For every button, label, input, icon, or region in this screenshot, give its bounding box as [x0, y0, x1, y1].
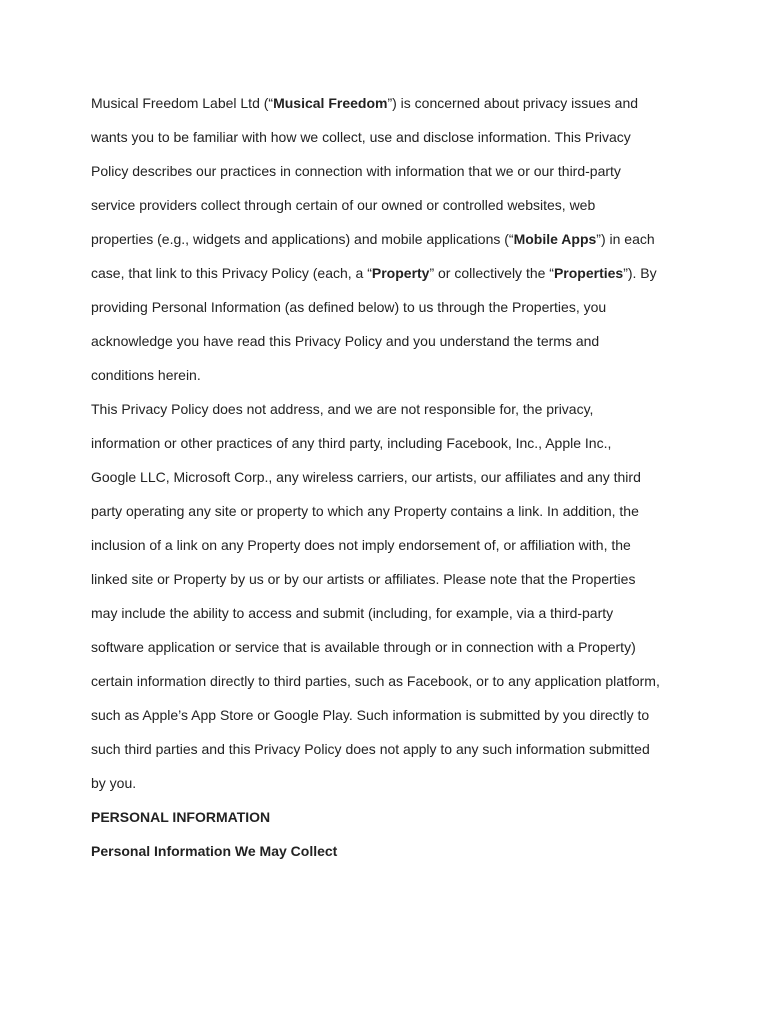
paragraph-third-party-line: such as Apple’s App Store or Google Play. Such information is submitted by you directly to [91, 707, 650, 723]
bold-term-mobile-apps: Mobile Apps [513, 231, 597, 247]
paragraph-intro-line [91, 222, 691, 256]
paragraph-third-party-line: such third parties and this Privacy Policy does not apply to any such information submitted [91, 741, 650, 757]
text-run: ” or collectively the “ [429, 265, 554, 281]
text-run: ”) is concerned about privacy issues and [387, 95, 639, 111]
paragraph-third-party-line: certain information directly to third parties, such as Facebook, or to any application platform, [91, 673, 660, 689]
paragraph-third-party-line: by you. [91, 775, 137, 791]
text-run: ”) in each [596, 231, 655, 247]
paragraph-intro-line: conditions herein. [91, 367, 201, 383]
text-run: properties (e.g., widgets and applications) and mobile applications (“ [91, 231, 514, 247]
bold-term-musical-freedom: Musical Freedom [273, 95, 388, 111]
section-heading-personal-information: PERSONAL INFORMATION [91, 809, 271, 825]
paragraph-third-party-line: inclusion of a link on any Property does not imply endorsement of, or affiliation with, the [91, 537, 631, 553]
text-run: case, that link to this Privacy Policy (each, a “ [91, 265, 372, 281]
paragraph-intro-line [91, 86, 691, 120]
paragraph-third-party-line: information or other practices of any third party, including Facebook, Inc., Apple Inc., [91, 435, 612, 451]
document-body [91, 86, 691, 868]
paragraph-third-party-line: linked site or Property by us or by our artists or affiliates. Please note that the Properties [91, 571, 636, 587]
bold-term-property: Property [371, 265, 430, 281]
paragraph-intro-line: providing Personal Information (as defined below) to us through the Properties, you [91, 299, 607, 315]
paragraph-intro-line: service providers collect through certain of our owned or controlled websites, web [91, 197, 596, 213]
paragraph-intro-line: acknowledge you have read this Privacy Policy and you understand the terms and [91, 333, 600, 349]
paragraph-third-party-line: software application or service that is available through or in connection with a Property) [91, 639, 636, 655]
paragraph-intro-line [91, 256, 691, 290]
text-run: ”). By [623, 265, 657, 281]
paragraph-third-party-line: This Privacy Policy does not address, and we are not responsible for, the privacy, [91, 401, 594, 417]
paragraph-third-party-line: party operating any site or property to which any Property contains a link. In addition, the [91, 503, 639, 519]
paragraph-intro-line: wants you to be familiar with how we collect, use and disclose information. This Privacy [91, 129, 631, 145]
paragraph-third-party-line: Google LLC, Microsoft Corp., any wireless carriers, our artists, our affiliates and any third [91, 469, 641, 485]
paragraph-intro-line: Policy describes our practices in connection with information that we or our third-party [91, 163, 621, 179]
text-run: Musical Freedom Label Ltd (“ [91, 95, 274, 111]
paragraph-third-party-line: may include the ability to access and submit (including, for example, via a third-party [91, 605, 614, 621]
bold-term-properties: Properties [553, 265, 624, 281]
subsection-heading-information-we-collect: Personal Information We May Collect [91, 843, 338, 859]
